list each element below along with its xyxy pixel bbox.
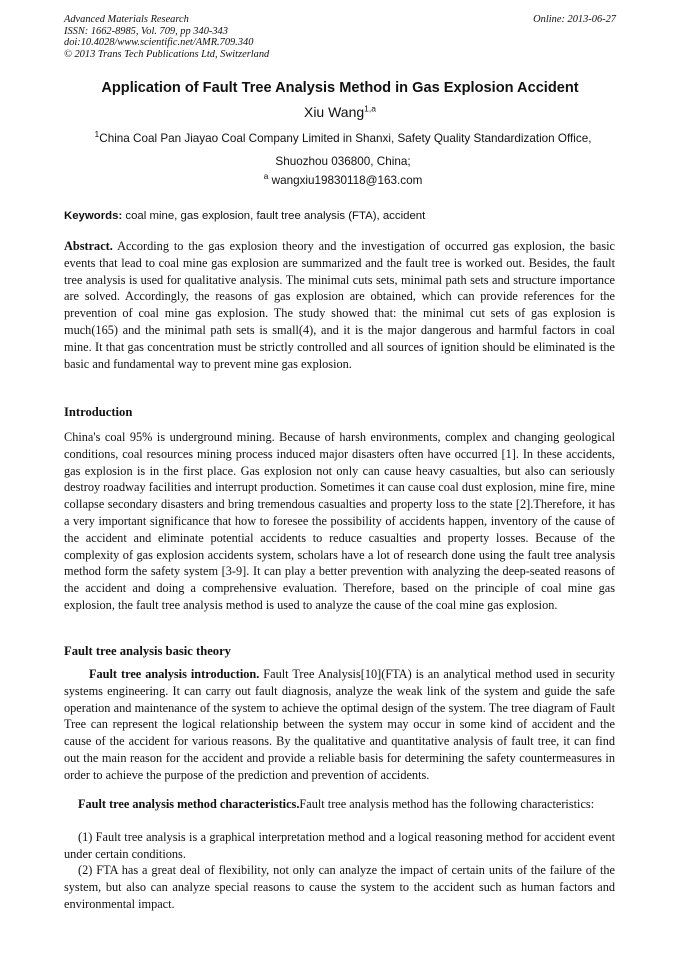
keywords-text: coal mine, gas explosion, fault tree analysis (FTA), accident [122, 210, 426, 222]
author-name: Xiu Wang [303, 104, 365, 120]
fta-characteristics-paragraph [64, 796, 615, 813]
email-line [58, 171, 628, 187]
journal-header [64, 14, 616, 60]
journal-name: Advanced Materials Research [64, 14, 189, 25]
author-superscript: 1,a [364, 103, 376, 114]
email-address: wangxiu19830118@163.com [268, 174, 423, 187]
issn-line: ISSN: 1662-8985, Vol. 709, pp 340-343 [64, 25, 228, 37]
abstract-label: Abstract. [64, 239, 113, 253]
paper-title: Application of Fault Tree Analysis Method in Gas Explosion Accident [101, 80, 579, 96]
characteristic-item-2: (2) FTA has a great deal of flexibility, not only can analyze the impact of certain units of the failure of the system, but also can analyze special reasons to cause the system to the accident such as human factors and environmental impact. [64, 863, 615, 911]
doi-line: doi:10.4028/www.scientific.net/AMR.709.340 [64, 37, 254, 49]
characteristic-item-1: (1) Fault tree analysis is a graphical interpretation method and a logical reasoning method for accident event under certain conditions. [64, 830, 615, 861]
author-line [40, 104, 640, 120]
introduction-heading: Introduction [64, 405, 133, 419]
abstract [64, 238, 615, 372]
basic-theory-heading: Fault tree analysis basic theory [64, 644, 231, 658]
affiliation-text-1: China Coal Pan Jiayao Coal Company Limited in Shanxi, Safety Quality Standardization Office, [99, 132, 592, 145]
abstract-text: According to the gas explosion theory and the investigation of occurred gas explosion, the basic events that lead to coal mine gas explosion are summarized and the fault tree is worked out. Besides, the fault tree analysis is used for qualitative analysis. The minimal cuts sets, minimal path sets and structure importance are solved. Accordingly, the reasons of gas explosion are obtained, which can provide references for the prevention of coal mine gas explosion. The study showed that: the minimal cut sets of gas explosion is much(165) and the minimal path sets is small(4), and it is the major dangerous and harmful factors in coal mine. It that gas concentration must be strictly controlled and all sources of ignition should be eliminated is the basic and fundamental way to prevent mine gas explosion. [64, 239, 615, 371]
affiliation-superscript: 1 [94, 129, 100, 140]
keywords-label: Keywords: [64, 210, 123, 222]
fta-introduction-paragraph [64, 666, 615, 784]
fta-characteristics-label: Fault tree analysis method characteristics. [78, 797, 300, 811]
fta-characteristics-text: Fault tree analysis method has the following characteristics: [299, 797, 595, 811]
introduction-text: China's coal 95% is underground mining. Because of harsh environments, complex and changing geological conditions, coal resources mining process induced major disasters often have occurred [1]. In these accidents, gas explosion is in the first place. Gas explosion not only can cause heavy casualties, but also can seriously destroy roadway facilities and interrupt production. Sometimes it can cause coal dust explosion, mine fire, mine collapse secondary disasters and bring tremendous casualties and property loss to the state [2].Therefore, it has a very important significance that how to foresee the possibility of accidents happen, inventory of the cause of the accident and eliminate potential accidents to reduce casualties and property losses. Because of the complexity of gas explosion accidents system, scholars have a lot of research done using the fault tree analysis method form the safety system [3-9]. It can play a better prevention with analyzing the deep-seated reasons of the accident and doing a comprehensive evaluation. Therefore, based on the principle of coal mine gas explosion, the fault tree analysis method is used to analyze the cause of the coal mine gas explosion. [64, 430, 615, 612]
keywords [64, 210, 616, 222]
affiliation-line-1 [58, 129, 628, 145]
affiliation-line-2: Shuozhou 036800, China; [275, 155, 411, 168]
fta-introduction-label: Fault tree analysis introduction. [89, 667, 260, 681]
email-superscript: a [263, 171, 269, 182]
fta-introduction-text: Fault Tree Analysis[10](FTA) is an analytical method used in security systems engineering. It can carry out fault diagnosis, analyze the weak link of the system and guide the safe operation and maintenance of the system to achieve the optimal design of the system. The tree diagram of Fault Tree can represent the logical relationship between the system may occur in some kind of accident and the cause of the accident for various reasons. By the qualitative and quantitative analysis of fault tree, it can find out the main reason for the accident and provide a reliable basis for determining the safety countermeasures in order to achieve the purpose of the prediction and prevention of accidents. [64, 667, 615, 782]
online-date: Online: 2013-06-27 [533, 14, 616, 25]
copyright-line: © 2013 Trans Tech Publications Ltd, Switzerland [64, 48, 270, 60]
